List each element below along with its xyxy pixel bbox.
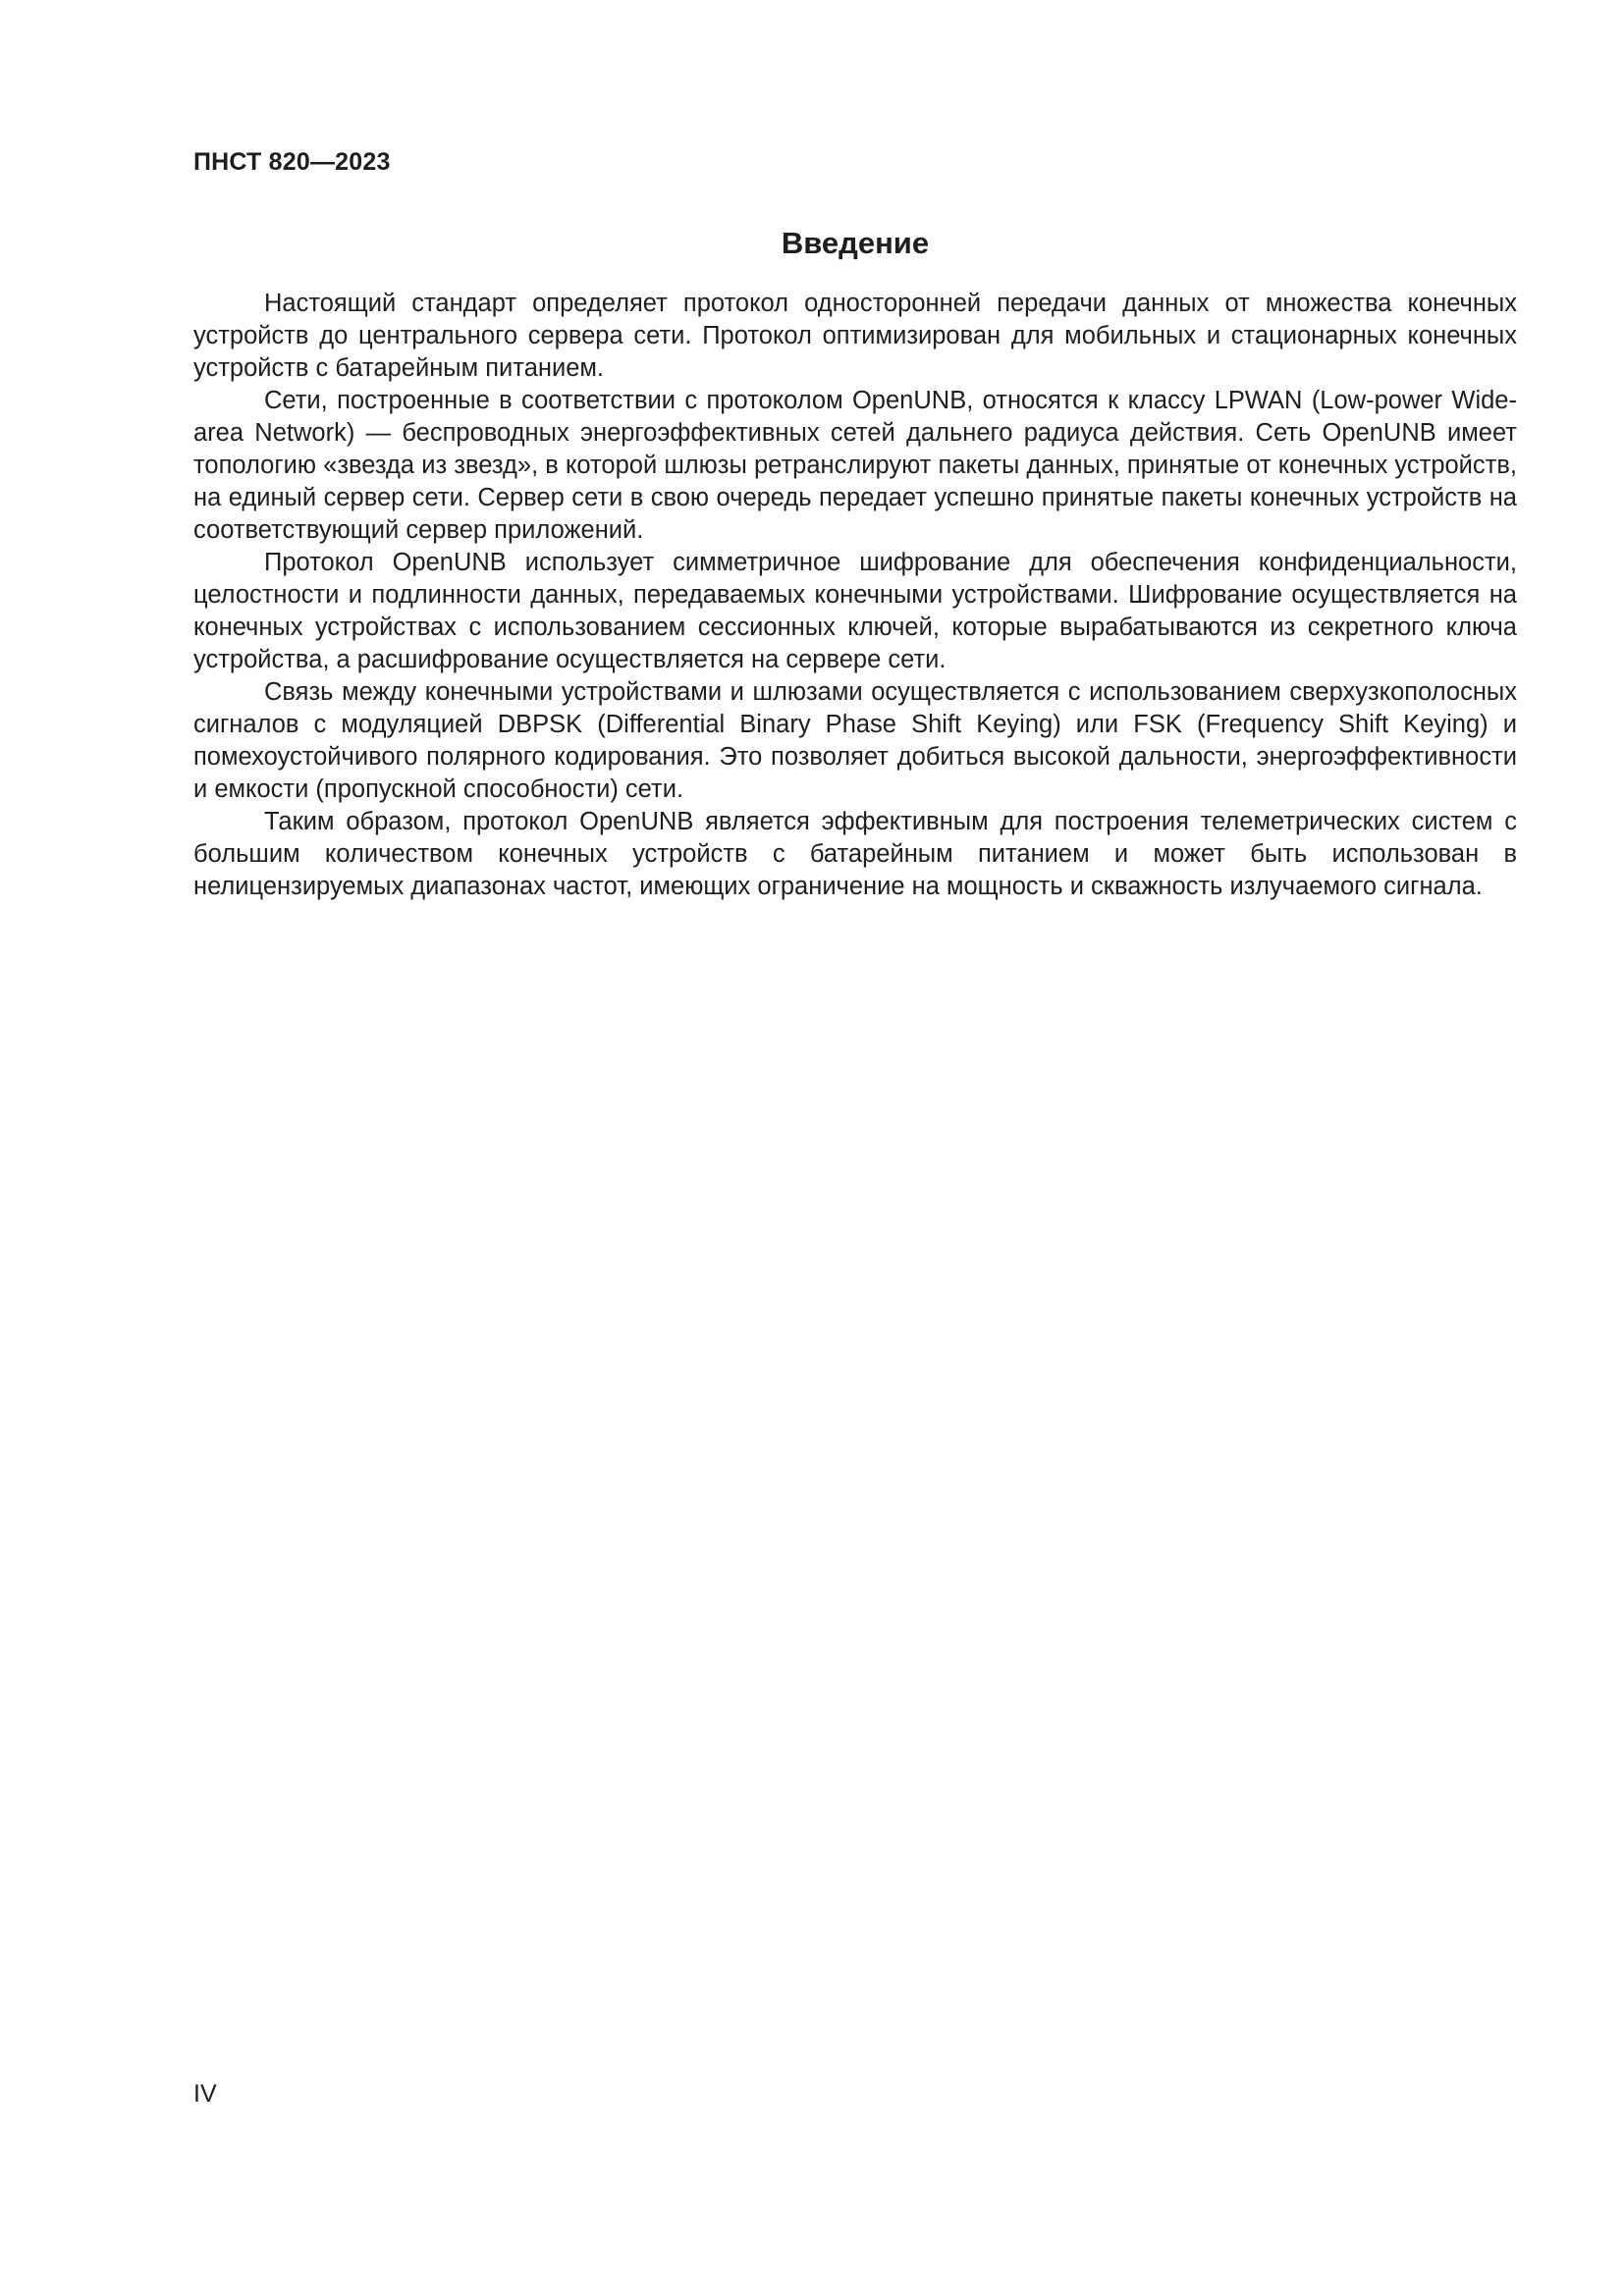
introduction-body bbox=[193, 288, 1517, 903]
section-title: Введение bbox=[781, 226, 930, 260]
page-number: IV bbox=[193, 2080, 217, 2108]
paragraph-2: Сети, построенные в соответствии с протоколом OpenUNB, относятся к классу LPWAN (Low-power Wide-area Network) — беспроводных энергоэффективных сетей дальнего радиуса действия. Сеть OpenUNB имеет топологию «звезда из звезд», в которой шлюзы ретранслируют пакеты данных, принятые от конечных устройств, на единый сервер сети. Сервер сети в свою очередь передает успешно принятые пакеты конечных устройств на соответствующий сервер приложений. bbox=[193, 387, 1517, 544]
document-code: ПНСТ 820—2023 bbox=[193, 148, 391, 176]
paragraph-1: Настоящий стандарт определяет протокол односторонней передачи данных от множества конечных устройств до центрального сервера сети. Протокол оптимизирован для мобильных и стационарных конечных устройств с батарейным питанием. bbox=[193, 290, 1517, 382]
paragraph-4: Связь между конечными устройствами и шлюзами осуществляется с использованием сверхузкополосных сигналов с модуляцией DBPSK (Differential Binary Phase Shift Keying) или FSK (Frequency Shift Keying) и помехоустойчивого полярного кодирования. Это позволяет добиться высокой дальности, энергоэффективности и емкости (пропускной способности) сети. bbox=[193, 678, 1517, 803]
paragraph-3: Протокол OpenUNB использует симметричное шифрование для обеспечения конфиденциальности, целостности и подлинности данных, передаваемых конечными устройствами. Шифрование осуществляется на конечных устройствах с использованием сессионных ключей, которые вырабатываются из секретного ключа устройства, а расшифрование осуществляется на сервере сети. bbox=[193, 549, 1517, 673]
paragraph-5: Таким образом, протокол OpenUNB является эффективным для построения телеметрических систем с большим количеством конечных устройств с батарейным питанием и может быть использован в нелицензируемых диапазонах частот, имеющих ограничение на мощность и скважность излучаемого сигнала. bbox=[193, 808, 1517, 900]
